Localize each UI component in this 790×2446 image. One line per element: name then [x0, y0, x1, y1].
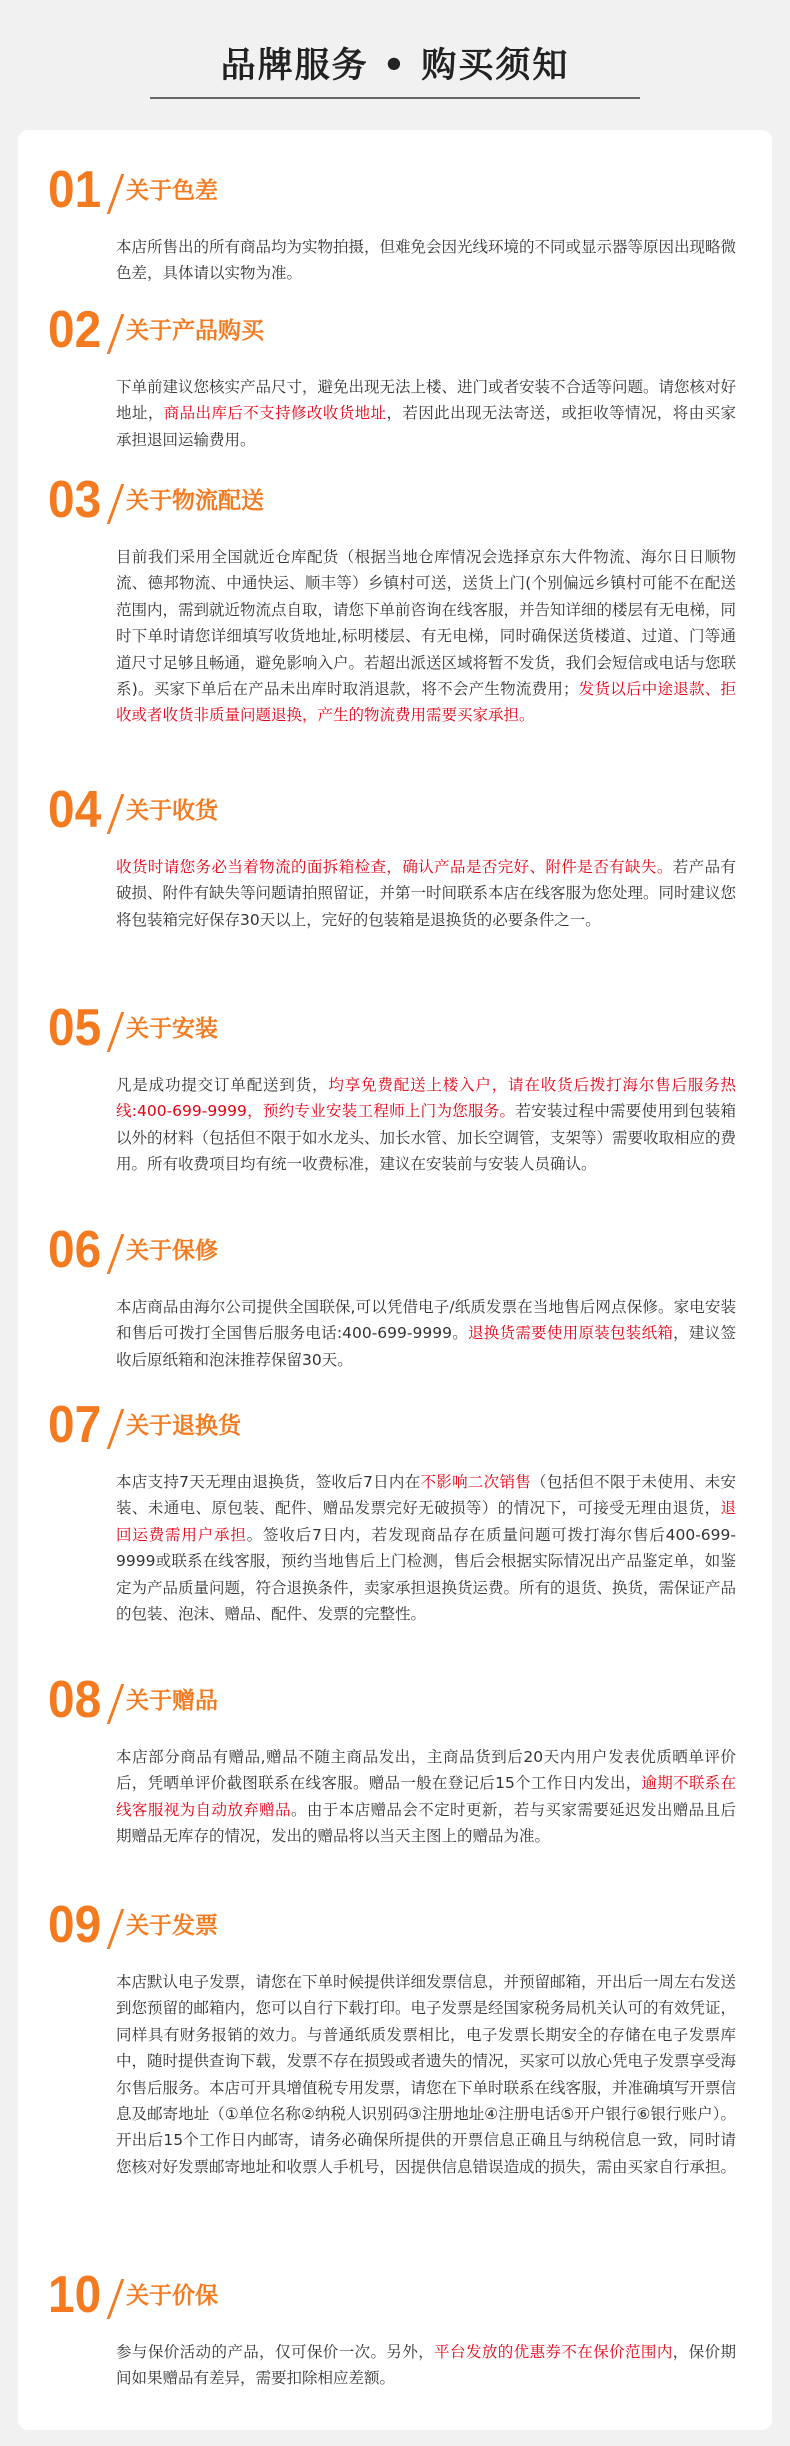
section-title: 关于安装: [126, 1016, 218, 1042]
section-title: 关于物流配送: [126, 488, 264, 514]
section-warranty: [18, 1220, 772, 1369]
section-text: [116, 1072, 736, 1178]
text-warning: 平台发放的优惠券不在保价范围内: [434, 2343, 673, 2361]
section-number: 07: [48, 1396, 102, 1454]
text-warning: 均享免费配送上楼入户，请在收货后拨打海尔售后服务热线:400-699-9999，预约专业安装工程师上门为您服务。: [116, 1076, 736, 1121]
text-normal: 本店默认电子发票，请您在下单时候提供详细发票信息，并预留邮箱，开出后一周左右发送到您预留的邮箱内，您可以自行下载打印。电子发票是经国家税务局机关认可的有效凭证，同样具有财务报销的效力。与普通纸质发票相比，电子发票长期安全的存储在电子发票库中，随时提供查询下载，发票不存在损毁或者遗失的情况，买家可以放心凭电子发票享受海尔售后服务。本店可开具增值税专用发票，请您在下单时联系在线客服，并准确填写开票信息及邮寄地址（①单位名称②纳税人识别码③注册地址④注册电话⑤开户银行⑥银行账户）。开出后15个工作日内邮寄，请务必确保所提供的开票信息正确且与纳税信息一致，同时请您核对好发票邮寄地址和收票人手机号，因提供信息错误造成的损失，需由买家自行承担。: [116, 1973, 737, 2176]
section-head: [18, 2265, 772, 2325]
section-number: 02: [48, 301, 102, 359]
text-normal: 若产品有破损、附件有缺失等问题请拍照留证，并第一时间联系本店在线客服为您处理。同时建议您将包装箱完好保存30天以上，完好的包装箱是退换货的必要条件之一。: [116, 858, 737, 929]
section-head: [18, 998, 772, 1058]
text-normal: 本店部分商品有赠品,赠品不随主商品发出，主商品货到后20天内用户发表优质晒单评价后，凭晒单评价截图联系在线客服。赠品一般在登记后15个工作日内发出，: [116, 1748, 736, 1793]
text-warning: 逾期不联系在线客服视为自动放弃赠品: [116, 1774, 736, 1819]
section-text: [116, 1744, 736, 1850]
slash-mark: [107, 484, 125, 524]
section-number: 05: [48, 999, 102, 1057]
section-title: 关于产品购买: [126, 318, 264, 344]
section-title: 关于色差: [126, 178, 218, 204]
slash-mark: [107, 174, 125, 214]
section-number: 03: [48, 471, 102, 529]
text-warning: 商品出库后不支持修改收货地址: [163, 404, 387, 423]
text-normal: 本店商品由海尔公司提供全国联保,可以凭借电子/纸质发票在当地售后网点保修。家电安装和售后可拨打全国售后服务电话:400-699-9999。: [116, 1298, 736, 1343]
section-head: [18, 300, 772, 360]
section-title: 关于价保: [126, 2283, 218, 2309]
text-normal: 参与保价活动的产品，仅可保价一次。另外，: [116, 2343, 435, 2361]
section-title: 关于收货: [126, 798, 218, 824]
text-warning: 退回运费需用户承担: [116, 1499, 736, 1544]
section-number: 09: [48, 1896, 102, 1954]
section-title: 关于退换货: [126, 1413, 241, 1439]
section-color-difference: [18, 160, 772, 283]
section-head: [18, 1670, 772, 1730]
section-receiving: [18, 780, 772, 929]
section-installation: [18, 998, 772, 1174]
slash-mark: [107, 314, 125, 354]
section-head: [18, 1895, 772, 1955]
section-invoice: [18, 1895, 772, 2176]
header-divider: [150, 97, 640, 99]
page-title: 品牌服务 • 购买须知: [220, 46, 570, 86]
text-normal: 本店支持7天无理由退换货，签收后7日内在: [116, 1473, 421, 1491]
section-text: [116, 374, 736, 453]
section-title: 关于发票: [126, 1913, 218, 1939]
page-header: [0, 0, 790, 120]
text-normal: 。签收后7日内，若发现商品存在质量问题可拨打海尔售后400-699-9999或联系在线客服，预约当地售后上门检测，售后会根据实际情况出产品鉴定单，如鉴定为产品质量问题，符合退换条件，卖家承担退换货运费。所有的退货、换货，需保证产品的包装、泡沫、赠品、配件、发票的完整性。: [116, 1525, 737, 1624]
section-text: [116, 1969, 736, 2180]
section-head: [18, 1395, 772, 1455]
section-title: 关于保修: [126, 1238, 218, 1264]
section-title: 关于赠品: [126, 1688, 218, 1714]
slash-mark: [107, 1909, 125, 1949]
slash-mark: [107, 2279, 125, 2319]
section-text: [116, 854, 736, 933]
slash-mark: [107, 1234, 125, 1274]
notice-card: [18, 130, 772, 2430]
text-normal: 。由于本店赠品会不定时更新，若与买家需要延迟发出赠品且后期赠品无库存的情况，发出的赠品将以当天主图上的赠品为准。: [116, 1800, 736, 1846]
text-normal: ，若因此出现无法寄送，或拒收等情况，将由买家承担退回运输费用。: [116, 404, 736, 449]
section-gifts: [18, 1670, 772, 1846]
section-number: 01: [48, 161, 102, 219]
text-normal: （包括但不限于未使用、未安装、未通电、原包装、配件、赠品发票完好无破损等）的情况下，可接受无理由退货，: [116, 1473, 736, 1518]
text-warning: 不影响二次销售: [420, 1473, 532, 1491]
text-normal: 若安装过程中需要使用到包装箱以外的材料（包括但不限于如水龙头、加长水管、加长空调管，支架等）需要收取相应的费用。所有收费项目均有统一收费标准，建议在安装前与安装人员确认。: [116, 1102, 737, 1174]
section-head: [18, 160, 772, 220]
text-normal: ，建议签收后原纸箱和泡沫推荐保留30天。: [116, 1324, 736, 1369]
section-text: [116, 234, 736, 287]
section-text: [116, 2339, 736, 2392]
text-normal: 目前我们采用全国就近仓库配货（根据当地仓库情况会选择京东大件物流、海尔日日顺物流、德邦物流、中通快运、顺丰等）乡镇村可送，送货上门(个别偏远乡镇村可能不在配送范围内，需到就近物流点自取，请您下单前咨询在线客服，并告知详细的楼层有无电梯，同时下单时请您详细填写收货地址,标明楼层、有无电梯，同时确保送货楼道、过道、门等通道尺寸足够且畅通，避免影响入户。若超出派送区域将暂不发货，我们会短信或电话与您联系)。买家下单后在产品未出库时取消退款，将不会产生物流费用；: [116, 548, 737, 699]
text-normal: ，保价期间如果赠品有差异，需要扣除相应差额。: [116, 2343, 736, 2388]
text-normal: 本店所售出的所有商品均为实物拍摄，但难免会因光线环境的不同或显示器等原因出现略微色差，具体请以实物为准。: [116, 238, 737, 283]
slash-mark: [107, 794, 125, 834]
section-number: 04: [48, 781, 102, 839]
section-returns: [18, 1395, 772, 1624]
section-head: [18, 470, 772, 530]
section-purchase: [18, 300, 772, 449]
section-number: 10: [48, 2266, 102, 2324]
slash-mark: [107, 1684, 125, 1724]
text-warning: 退换货需要使用原装包装纸箱: [468, 1324, 674, 1343]
text-warning: 收货时请您务必当着物流的面拆箱检查，确认产品是否完好、附件是否有缺失。: [116, 858, 673, 876]
section-text: [116, 1294, 736, 1373]
section-text: [116, 544, 736, 729]
text-warning: 发货以后中途退款、拒收或者收货非质量问题退换，产生的物流费用需要买家承担。: [116, 680, 736, 725]
text-normal: 下单前建议您核实产品尺寸，避免出现无法上楼、进门或者安装不合适等问题。请您核对好地址，: [116, 378, 737, 423]
text-normal: 凡是成功提交订单配送到货，: [116, 1076, 329, 1094]
section-text: [116, 1469, 736, 1627]
section-logistics: [18, 470, 772, 725]
section-head: [18, 780, 772, 840]
section-number: 06: [48, 1221, 102, 1279]
section-price-protection: [18, 2265, 772, 2388]
section-head: [18, 1220, 772, 1280]
section-number: 08: [48, 1671, 102, 1729]
slash-mark: [107, 1012, 125, 1052]
slash-mark: [107, 1409, 125, 1449]
